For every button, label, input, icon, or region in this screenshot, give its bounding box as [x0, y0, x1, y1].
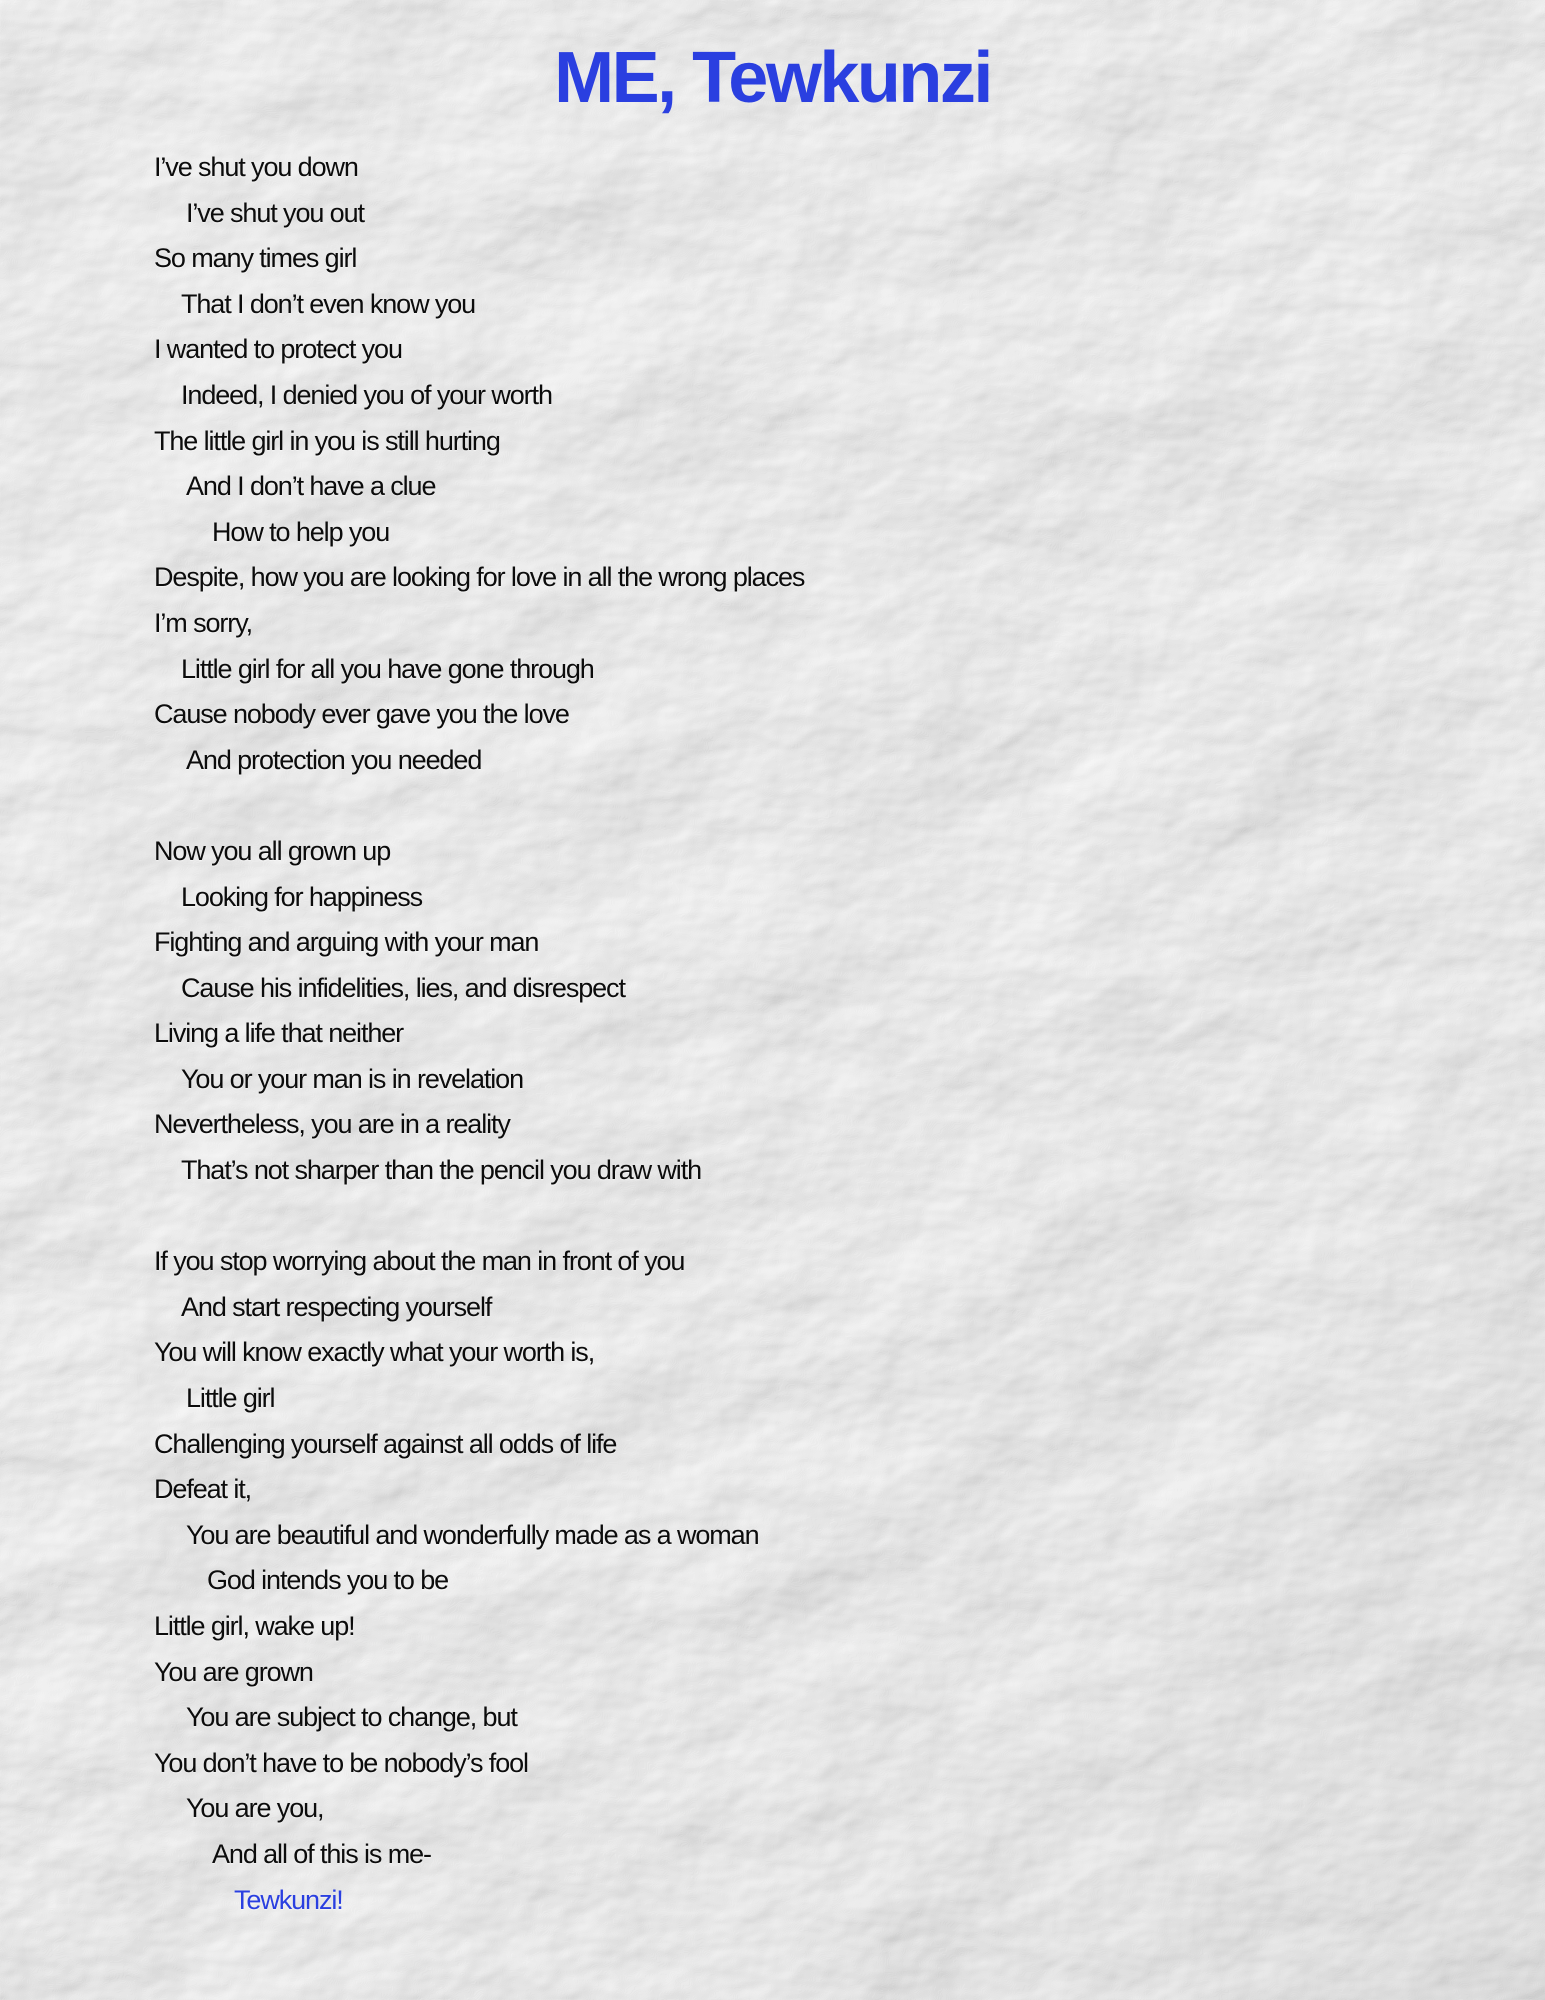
poem-line: You or your man is in revelation [181, 1063, 524, 1094]
poem-line: I wanted to protect you [154, 334, 402, 365]
poem-line: You don’t have to be nobody’s fool [154, 1747, 528, 1778]
poem-line: Indeed, I denied you of your worth [181, 379, 552, 410]
poem-line: Defeat it, [154, 1474, 252, 1505]
poem-line: Cause his infidelities, lies, and disrespect [181, 972, 625, 1003]
poem-line: Cause nobody ever gave you the love [154, 699, 569, 730]
poem-line: That I don’t even know you [181, 288, 476, 319]
poem-line: How to help you [212, 516, 390, 547]
stanza-break [154, 783, 1454, 829]
stanza-break [154, 1194, 1454, 1240]
poem-line: So many times girl [154, 243, 357, 274]
poem-line: I’ve shut you down [154, 152, 358, 182]
poem-line: The little girl in you is still hurting [154, 425, 500, 456]
poem-line: Looking for happiness [181, 881, 423, 912]
poem-line: Despite, how you are looking for love in all the wrong places [154, 562, 805, 593]
poem-line: Little girl [186, 1383, 275, 1414]
poem-line: And all of this is me- [212, 1838, 431, 1869]
poem-signature: Tewkunzi! [234, 1884, 343, 1915]
poem-line: God intends you to be [207, 1565, 449, 1596]
poem-line: If you stop worrying about the man in front of you [154, 1246, 685, 1277]
poem-title: ME, Tewkunzi [554, 38, 991, 118]
poem-line: Now you all grown up [154, 835, 391, 866]
poem-line: Challenging yourself against all odds of life [154, 1428, 617, 1459]
poem-line: I’m sorry, [154, 607, 252, 638]
poem-line: You are beautiful and wonderfully made as a woman [186, 1519, 759, 1550]
poem-line: Nevertheless, you are in a reality [154, 1109, 510, 1140]
poem-line: Fighting and arguing with your man [154, 927, 539, 958]
poem-line: And start respecting yourself [181, 1291, 492, 1322]
poem-line: That’s not sharper than the pencil you draw with [181, 1155, 702, 1186]
poem-line: And protection you needed [186, 744, 482, 775]
poem-line: You are you, [186, 1793, 324, 1824]
poem-line: Living a life that neither [154, 1018, 404, 1049]
poem-line: You are grown [154, 1656, 313, 1687]
poem-line: And I don’t have a clue [186, 471, 436, 502]
poem-line: Little girl for all you have gone through [181, 653, 594, 684]
poem-line: You will know exactly what your worth is, [154, 1337, 595, 1368]
poem-line: Little girl, wake up! [154, 1611, 355, 1641]
poem-line: You are subject to change, but [186, 1702, 517, 1733]
poem-line: I’ve shut you out [186, 197, 364, 228]
poem-body [154, 145, 1454, 1923]
